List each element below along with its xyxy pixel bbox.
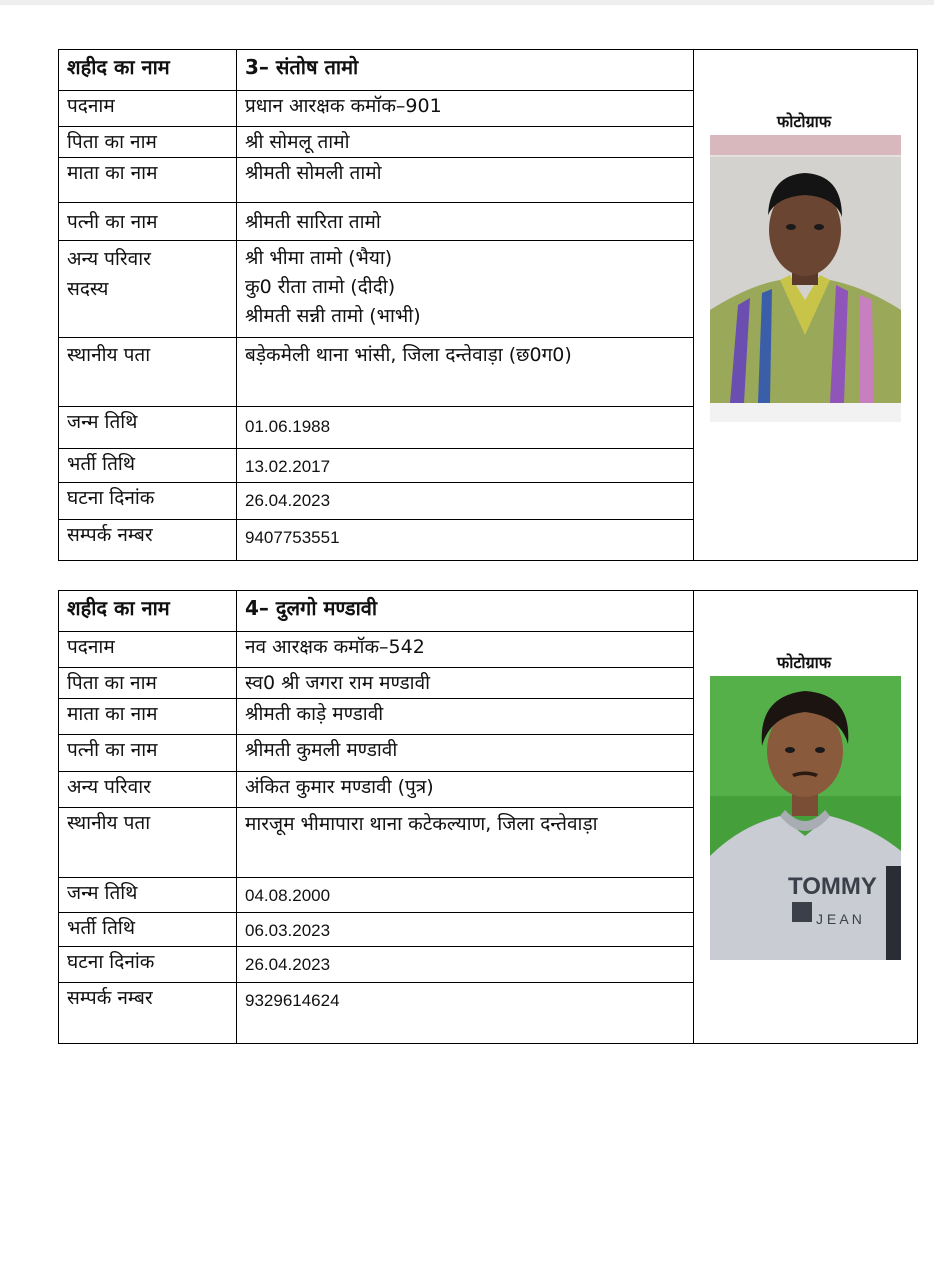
value-name: 4– दुलगो मण्डावी: [245, 596, 378, 620]
martyr-card-dulgo-mandavi: [58, 590, 918, 1044]
photo-caption: फोटोग्राफ: [776, 653, 832, 672]
row-recruitment: [59, 449, 693, 483]
row-incident: [59, 483, 693, 520]
label-incident: घटना दिनांक: [67, 951, 155, 973]
value-dob: 04.08.2000: [245, 886, 331, 905]
value-contact: 9407753551: [245, 528, 340, 547]
value-mother: श्रीमती काड़े मण्डावी: [245, 703, 384, 725]
row-incident: [59, 947, 693, 983]
photo-caption: फोटोग्राफ: [776, 112, 832, 131]
label-recruitment: भर्ती तिथि: [67, 453, 135, 475]
row-designation: [59, 91, 693, 127]
martyr-card-santosh-tamo: [58, 49, 918, 561]
label-contact: सम्पर्क नम्बर: [67, 524, 153, 546]
portrait-illustration: [710, 135, 901, 422]
value-wife: श्रीमती सारिता तामो: [245, 211, 381, 233]
value-family: अंकित कुमार मण्डावी (पुत्र): [245, 776, 434, 798]
label-wife: पत्नी का नाम: [67, 211, 158, 233]
row-contact: [59, 520, 693, 560]
row-family: [59, 772, 693, 808]
row-designation: [59, 632, 693, 668]
row-mother: [59, 699, 693, 735]
value-contact: 9329614624: [245, 991, 340, 1010]
label-designation: पदनाम: [67, 95, 115, 117]
shirt-brand-text: TOMMY: [788, 873, 877, 900]
row-contact: [59, 983, 693, 1043]
value-name: 3– संतोष तामो: [245, 55, 359, 79]
portrait-photo: [710, 676, 901, 960]
label-name: शहीद का नाम: [67, 55, 170, 79]
row-father: [59, 127, 693, 158]
label-mother: माता का नाम: [67, 703, 158, 725]
value-wife: श्रीमती कुमली मण्डावी: [245, 739, 398, 761]
row-family: [59, 241, 693, 338]
label-family: अन्य परिवार: [67, 776, 151, 798]
row-address: [59, 808, 693, 878]
label-mother: माता का नाम: [67, 162, 158, 184]
label-father: पिता का नाम: [67, 131, 157, 153]
label-designation: पदनाम: [67, 636, 115, 658]
row-name: [59, 591, 693, 632]
label-wife: पत्नी का नाम: [67, 739, 158, 761]
value-mother: श्रीमती सोमली तामो: [245, 162, 382, 184]
value-incident: 26.04.2023: [245, 955, 331, 974]
shirt-sub-text: J E A N: [816, 911, 862, 927]
row-name: [59, 50, 693, 91]
label-name: शहीद का नाम: [67, 596, 170, 620]
label-father: पिता का नाम: [67, 672, 157, 694]
label-contact: सम्पर्क नम्बर: [67, 987, 153, 1009]
portrait-photo: [710, 135, 901, 422]
portrait-illustration: [710, 676, 901, 960]
value-father: श्री सोमलू तामो: [245, 131, 350, 153]
row-wife: [59, 203, 693, 241]
top-strip: [0, 0, 934, 5]
row-dob: [59, 407, 693, 449]
label-address: स्थानीय पता: [67, 812, 151, 834]
label-recruitment: भर्ती तिथि: [67, 917, 135, 939]
value-address: बड़ेकमेली थाना भांसी, जिला दन्तेवाड़ा (छ0ग0): [245, 344, 572, 366]
value-designation: प्रधान आरक्षक कमॉक–901: [245, 95, 442, 117]
row-dob: [59, 878, 693, 913]
label-incident: घटना दिनांक: [67, 487, 155, 509]
row-wife: [59, 735, 693, 772]
value-recruitment: 06.03.2023: [245, 921, 331, 940]
value-dob: 01.06.1988: [245, 417, 331, 436]
value-designation: नव आरक्षक कमॉक–542: [245, 636, 425, 658]
label-address: स्थानीय पता: [67, 344, 151, 366]
row-recruitment: [59, 913, 693, 947]
label-dob: जन्म तिथि: [67, 411, 138, 433]
value-recruitment: 13.02.2017: [245, 457, 331, 476]
label-dob: जन्म तिथि: [67, 882, 138, 904]
row-mother: [59, 158, 693, 203]
value-father: स्व0 श्री जगरा राम मण्डावी: [245, 672, 431, 694]
value-family: श्री भीमा तामो (भैया) कु0 रीता तामो (दीदी) श्रीमती सन्नी तामो (भाभी): [245, 247, 421, 327]
row-father: [59, 668, 693, 699]
value-incident: 26.04.2023: [245, 491, 331, 510]
row-address: [59, 338, 693, 407]
value-address: मारजूम भीमापारा थाना कटेकल्याण, जिला दन्तेवाड़ा: [245, 813, 598, 835]
label-family: अन्य परिवार सदस्य: [67, 248, 151, 300]
